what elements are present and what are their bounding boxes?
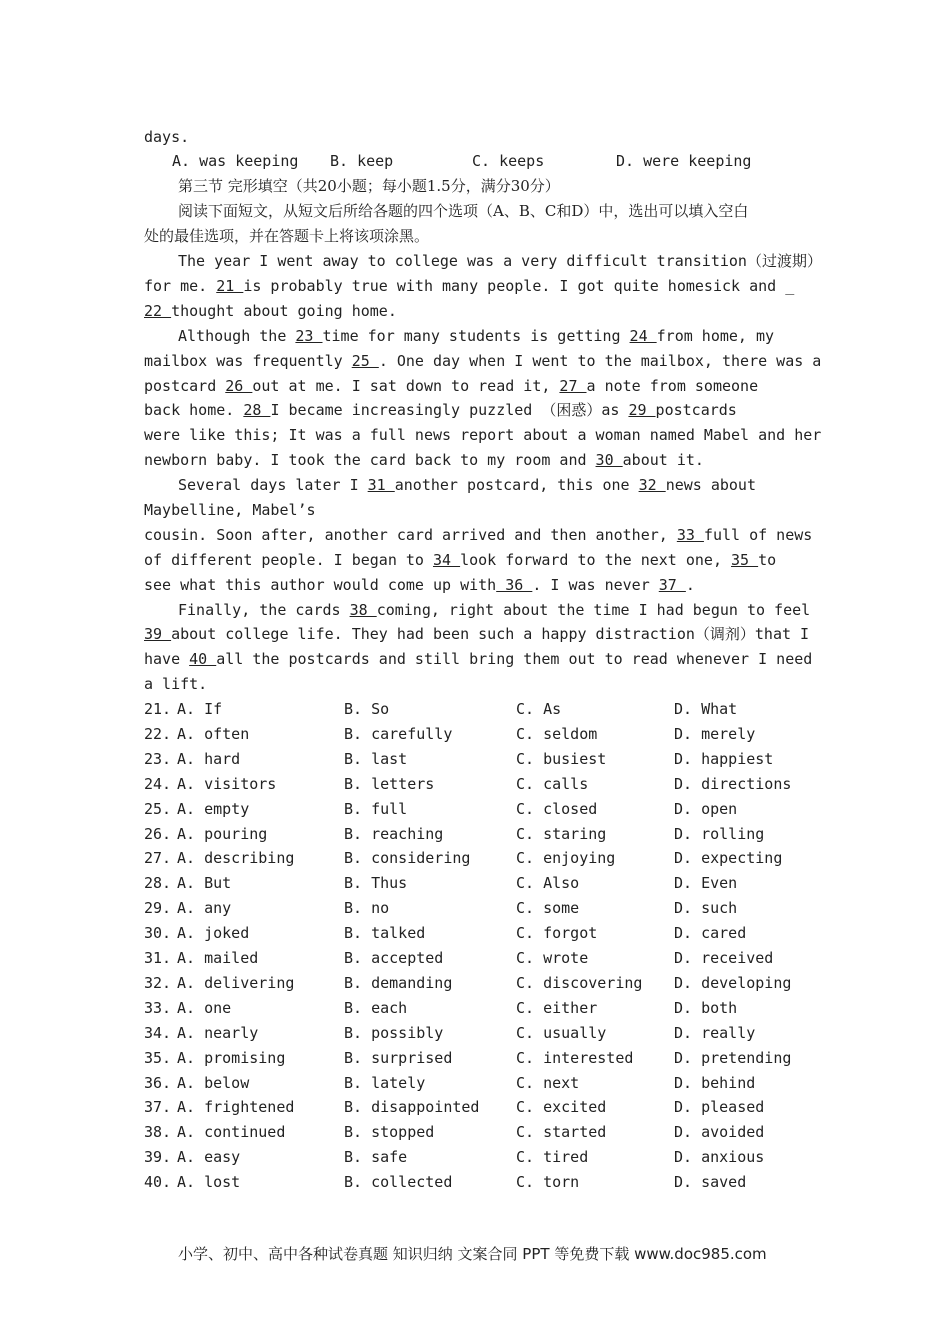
option-a: A. mailed — [177, 949, 259, 967]
question-row — [144, 1048, 806, 1068]
question-row — [144, 973, 806, 993]
question-row — [144, 923, 806, 943]
passage-line: see what this author would come up with 36 . I was never 37 . — [144, 576, 695, 594]
option-d: D. were keeping — [616, 152, 752, 170]
blank-24: 24 — [629, 327, 657, 345]
option-c: C. discovering — [516, 974, 643, 992]
question-number: 25. — [144, 800, 172, 818]
passage-line: Although the 23 time for many students is getting 24 from home, my — [178, 327, 775, 345]
question-number: 24. — [144, 775, 172, 793]
question-number: 26. — [144, 825, 172, 843]
passage-line: Finally, the cards 38 coming, right about the time I had begun to feel — [178, 601, 811, 619]
option-c: C. seldom — [516, 725, 598, 743]
question-row — [144, 998, 806, 1018]
question-number: 21. — [144, 700, 172, 718]
blank-27: 27 — [559, 377, 587, 395]
option-a: A. delivering — [177, 974, 295, 992]
blank-32: 32 — [638, 476, 666, 494]
option-c: C. wrote — [516, 949, 589, 967]
option-b: B. collected — [344, 1173, 453, 1191]
question-number: 38. — [144, 1123, 172, 1141]
option-a: A. joked — [177, 924, 250, 942]
option-d: D. really — [674, 1024, 756, 1042]
option-d: D. Even — [674, 874, 738, 892]
option-c: C. tired — [516, 1148, 589, 1166]
option-c: C. usually — [516, 1024, 607, 1042]
previous-question-options — [144, 151, 806, 171]
passage-line: of different people. I began to 34 look forward to the next one, 35 to — [144, 551, 777, 569]
option-b: B. So — [344, 700, 390, 718]
question-number: 36. — [144, 1074, 172, 1092]
blank-37: 37 — [658, 576, 686, 594]
option-c: C. closed — [516, 800, 598, 818]
option-b: B. accepted — [344, 949, 444, 967]
option-b: B. possibly — [344, 1024, 444, 1042]
option-d: D. avoided — [674, 1123, 765, 1141]
blank-30: 30 — [595, 451, 623, 469]
blank-34: 34 — [432, 551, 461, 569]
option-d: D. rolling — [674, 825, 765, 843]
option-c: C. As — [516, 700, 562, 718]
passage-line: cousin. Soon after, another card arrived and then another, 33 full of news — [144, 526, 813, 544]
question-number: 30. — [144, 924, 172, 942]
instruction-line-1: 阅读下面短文，从短文后所给各题的四个选项（A、B、C和D）中，选出可以填入空白 — [178, 202, 749, 220]
option-d: D. developing — [674, 974, 792, 992]
blank-28: 28 — [243, 401, 271, 419]
passage-line: back home. 28 I became increasingly puzzled （困惑）as 29 postcards — [144, 401, 737, 419]
option-d: D. What — [674, 700, 738, 718]
option-b: B. demanding — [344, 974, 453, 992]
option-c: C. forgot — [516, 924, 598, 942]
question-row — [144, 724, 806, 744]
option-a: A. hard — [177, 750, 241, 768]
option-a: A. below — [177, 1074, 250, 1092]
option-b: B. stopped — [344, 1123, 435, 1141]
passage-line: Maybelline, Mabel’s — [144, 501, 316, 519]
option-a: A. nearly — [177, 1024, 259, 1042]
option-a: A. visitors — [177, 775, 277, 793]
question-number: 29. — [144, 899, 172, 917]
passage-line: have 40 all the postcards and still bring them out to read whenever I need — [144, 650, 813, 668]
option-a: A. empty — [177, 800, 250, 818]
question-row — [144, 799, 806, 819]
option-c: C. enjoying — [516, 849, 616, 867]
question-row — [144, 824, 806, 844]
question-row — [144, 1073, 806, 1093]
blank-23: 23 — [295, 327, 323, 345]
question-number: 28. — [144, 874, 172, 892]
option-b: B. last — [344, 750, 408, 768]
option-d: D. open — [674, 800, 738, 818]
option-a: A. describing — [177, 849, 295, 867]
option-b: B. carefully — [344, 725, 453, 743]
option-c: C. some — [516, 899, 580, 917]
blank-26: 26 — [225, 377, 253, 395]
question-number: 39. — [144, 1148, 172, 1166]
option-d: D. cared — [674, 924, 747, 942]
blank-25: 25 — [351, 352, 379, 370]
option-d: D. pleased — [674, 1098, 765, 1116]
question-number: 23. — [144, 750, 172, 768]
option-a: A. continued — [177, 1123, 286, 1141]
option-c: C. next — [516, 1074, 580, 1092]
option-c: C. either — [516, 999, 598, 1017]
passage-line: mailbox was frequently 25 . One day when I went to the mailbox, there was a — [144, 352, 822, 370]
question-row — [144, 1172, 806, 1192]
question-row — [144, 699, 806, 719]
option-c: C. busiest — [516, 750, 607, 768]
option-c: C. started — [516, 1123, 607, 1141]
option-b: B. full — [344, 800, 408, 818]
section-heading: 第三节 完形填空（共20小题；每小题1.5分，满分30分） — [178, 177, 560, 195]
blank-22: 22 — [144, 302, 172, 320]
option-a: A. often — [177, 725, 250, 743]
blank-40: 40 — [189, 650, 217, 668]
question-row — [144, 898, 806, 918]
passage-line: for me. 21 is probably true with many people. I got quite homesick and _ — [144, 277, 795, 295]
option-c: C. interested — [516, 1049, 634, 1067]
option-d: D. expecting — [674, 849, 783, 867]
instruction-line-2: 处的最佳选项，并在答题卡上将该项涂黑。 — [144, 227, 430, 245]
question-number: 34. — [144, 1024, 172, 1042]
option-b: B. keep — [330, 152, 394, 170]
option-d: D. directions — [674, 775, 792, 793]
question-number: 37. — [144, 1098, 172, 1116]
option-d: D. merely — [674, 725, 756, 743]
question-row — [144, 848, 806, 868]
option-b: B. talked — [344, 924, 426, 942]
question-number: 31. — [144, 949, 172, 967]
option-d: D. both — [674, 999, 738, 1017]
option-c: C. torn — [516, 1173, 580, 1191]
passage-line: 39 about college life. They had been such a happy distraction（调剂）that I — [144, 625, 810, 643]
option-a: A. pouring — [177, 825, 268, 843]
blank-33: 33 — [676, 526, 704, 544]
option-d: D. happiest — [674, 750, 774, 768]
option-a: A. easy — [177, 1148, 241, 1166]
blank-35: 35 — [731, 551, 759, 569]
option-a: A. lost — [177, 1173, 241, 1191]
option-d: D. received — [674, 949, 774, 967]
option-a: A. was keeping — [172, 152, 299, 170]
question-row — [144, 948, 806, 968]
question-row — [144, 1097, 806, 1117]
passage-line: Several days later I 31 another postcard, this one 32 news about — [178, 476, 756, 494]
passage-line: were like this; It was a full news report about a woman named Mabel and her — [144, 426, 822, 444]
blank-36: 36 — [496, 576, 533, 594]
option-a: A. frightened — [177, 1098, 295, 1116]
question-number: 33. — [144, 999, 172, 1017]
option-b: B. surprised — [344, 1049, 453, 1067]
option-b: B. Thus — [344, 874, 408, 892]
option-b: B. no — [344, 899, 390, 917]
question-row — [144, 873, 806, 893]
option-d: D. saved — [674, 1173, 747, 1191]
passage-line: The year I went away to college was a very difficult transition（过渡期） — [178, 252, 822, 270]
option-d: D. behind — [674, 1074, 756, 1092]
option-b: B. reaching — [344, 825, 444, 843]
question-row — [144, 1122, 806, 1142]
question-number: 32. — [144, 974, 172, 992]
question-number: 27. — [144, 849, 172, 867]
option-b: B. lately — [344, 1074, 426, 1092]
question-row — [144, 749, 806, 769]
passage-line: newborn baby. I took the card back to my room and 30 about it. — [144, 451, 704, 469]
question-number: 40. — [144, 1173, 172, 1191]
previous-question-tail: days. — [144, 128, 190, 146]
option-a: A. But — [177, 874, 232, 892]
option-d: D. anxious — [674, 1148, 765, 1166]
option-b: B. each — [344, 999, 408, 1017]
option-d: D. pretending — [674, 1049, 792, 1067]
passage-line: postcard 26 out at me. I sat down to read it, 27 a note from someone — [144, 377, 759, 395]
option-b: B. considering — [344, 849, 471, 867]
question-number: 22. — [144, 725, 172, 743]
blank-21: 21 — [216, 277, 244, 295]
blank-29: 29 — [628, 401, 656, 419]
option-b: B. disappointed — [344, 1098, 480, 1116]
question-row — [144, 774, 806, 794]
passage-line: 22 thought about going home. — [144, 302, 397, 320]
option-c: C. calls — [516, 775, 589, 793]
option-a: A. promising — [177, 1049, 286, 1067]
passage-line: a lift. — [144, 675, 208, 693]
option-a: A. one — [177, 999, 232, 1017]
option-c: C. staring — [516, 825, 607, 843]
option-d: D. such — [674, 899, 738, 917]
option-b: B. safe — [344, 1148, 408, 1166]
footer-watermark: 小学、初中、高中各种试卷真题 知识归纳 文案合同 PPT 等免费下载 www.doc985.com — [178, 1245, 767, 1263]
option-c: C. excited — [516, 1098, 607, 1116]
blank-31: 31 — [367, 476, 395, 494]
option-c: C. Also — [516, 874, 580, 892]
option-a: A. If — [177, 700, 223, 718]
option-b: B. letters — [344, 775, 435, 793]
question-row — [144, 1147, 806, 1167]
blank-38: 38 — [349, 601, 377, 619]
question-number: 35. — [144, 1049, 172, 1067]
blank-39: 39 — [144, 625, 172, 643]
question-row — [144, 1023, 806, 1043]
option-a: A. any — [177, 899, 232, 917]
option-c: C. keeps — [472, 152, 545, 170]
